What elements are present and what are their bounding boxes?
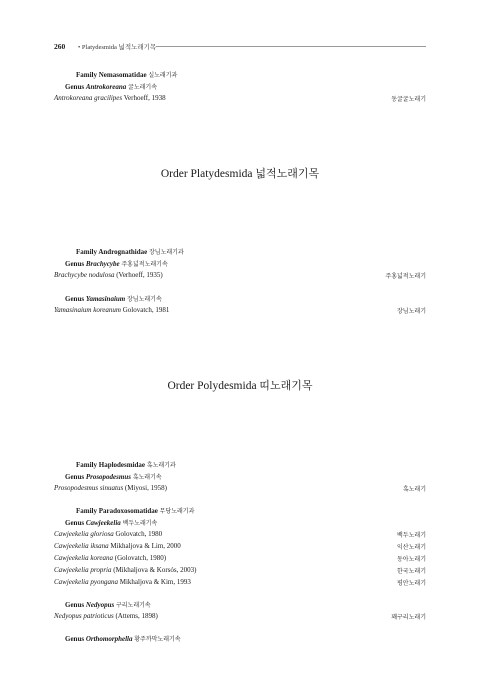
order-latin: Order Platydesmida bbox=[160, 168, 253, 180]
species-name: Antrokoreana gracilipes bbox=[54, 94, 123, 102]
species-author: (Verhoeff, 1935) bbox=[116, 271, 163, 279]
family-heading bbox=[76, 506, 194, 515]
genus-prefix: Genus bbox=[65, 295, 85, 303]
family-kr: 무당노래기과 bbox=[159, 508, 195, 515]
species-author: Golovatch, 1980 bbox=[115, 530, 163, 538]
species-author: Mikhaljova & Lim, 2000 bbox=[110, 542, 181, 550]
genus-name: Nedyopus bbox=[85, 601, 115, 609]
species-entry bbox=[54, 566, 196, 574]
species-kr-name: 익산노래기 bbox=[397, 544, 426, 551]
species-name: Cawjeekelia iksana bbox=[54, 542, 109, 550]
species-kr-name: 백두노래기 bbox=[397, 532, 426, 539]
header-rule bbox=[156, 46, 426, 47]
genus-kr: 주홍넓적노래기속 bbox=[121, 261, 168, 268]
genus-name: Prosopodesmus bbox=[85, 473, 131, 481]
species-kr-name: 주홍넓적노래기 bbox=[385, 273, 426, 280]
species-kr-name: 꽤구리노래기 bbox=[391, 614, 426, 621]
genus-prefix: Genus bbox=[65, 83, 85, 91]
page-number: 260 bbox=[54, 42, 66, 51]
species-kr-name: 혹노래기 bbox=[402, 486, 426, 493]
species-kr-name: 한국노래기 bbox=[397, 568, 426, 575]
genus-heading bbox=[65, 82, 157, 91]
species-author: Verhoeff, 1938 bbox=[123, 94, 166, 102]
species-author: (Mikhaljova & Korsós, 2003) bbox=[113, 566, 197, 574]
genus-name: Cawjeekelia bbox=[85, 519, 121, 527]
family-label: Family Andrognathidae bbox=[76, 248, 148, 256]
order-heading bbox=[0, 165, 480, 181]
family-label: Family Haplodesmidae bbox=[76, 461, 146, 469]
order-kr: 넓적노래기목 bbox=[255, 167, 320, 180]
species-name: Cawjeekelia propria bbox=[54, 566, 112, 574]
species-entry bbox=[54, 612, 158, 620]
genus-prefix: Genus bbox=[65, 473, 85, 481]
genus-heading bbox=[65, 634, 181, 643]
family-kr: 실노래기과 bbox=[148, 72, 178, 79]
family-heading bbox=[76, 460, 176, 469]
species-name: Cawjeekelia pyongana bbox=[54, 578, 118, 586]
species-entry bbox=[54, 554, 166, 562]
species-kr-name: 동굴굴노래기 bbox=[391, 96, 426, 103]
family-label: Family Paradoxosomatidae bbox=[76, 507, 158, 515]
species-name: Yamasinaium koreanum bbox=[54, 306, 121, 314]
species-name: Cawjeekelia koreana bbox=[54, 554, 114, 562]
species-name: Cawjeekelia gloriosa bbox=[54, 530, 114, 538]
genus-heading bbox=[65, 294, 162, 303]
species-author: Golovatch, 1981 bbox=[122, 306, 170, 314]
species-name: Nedyopus patrioticus bbox=[54, 612, 114, 620]
order-heading bbox=[0, 377, 480, 393]
species-author: Mikhaljova & Kim, 1993 bbox=[119, 578, 191, 586]
species-entry bbox=[54, 271, 163, 279]
genus-prefix: Genus bbox=[65, 635, 85, 643]
species-kr-name: 동아노래기 bbox=[397, 556, 426, 563]
genus-prefix: Genus bbox=[65, 519, 85, 527]
genus-heading bbox=[65, 259, 168, 268]
family-heading bbox=[76, 70, 177, 79]
species-author: (Miyosi, 1958) bbox=[124, 484, 167, 492]
species-entry bbox=[54, 94, 166, 102]
family-heading bbox=[76, 247, 184, 256]
genus-kr: 구리노래기속 bbox=[115, 602, 151, 609]
species-entry bbox=[54, 484, 167, 492]
family-kr: 혹노래기과 bbox=[146, 462, 176, 469]
species-entry bbox=[54, 542, 181, 550]
genus-name: Antrokoreana bbox=[85, 83, 127, 91]
order-latin: Order Polydesmida bbox=[167, 380, 257, 392]
genus-name: Yamasinaium bbox=[85, 295, 126, 303]
genus-prefix: Genus bbox=[65, 601, 85, 609]
species-name: Prosopodesmus sinuatus bbox=[54, 484, 124, 492]
family-label: Family Nemasomatidae bbox=[76, 71, 147, 79]
species-name: Brachycybe nodulosa bbox=[54, 271, 115, 279]
species-kr-name: 장님노래기 bbox=[397, 308, 426, 315]
genus-kr: 황주까막노래기속 bbox=[134, 636, 181, 643]
genus-kr: 장님노래기속 bbox=[127, 296, 162, 303]
genus-kr: 굴노래기속 bbox=[128, 84, 158, 91]
family-kr: 장님노래기과 bbox=[149, 249, 184, 256]
header-title-text: Platydesmida 넓적노래기목 bbox=[81, 44, 157, 51]
order-kr: 띠노래기목 bbox=[259, 379, 313, 392]
species-entry bbox=[54, 530, 162, 538]
genus-kr: 백두노래기속 bbox=[122, 520, 158, 527]
genus-prefix: Genus bbox=[65, 260, 85, 268]
species-entry bbox=[54, 578, 191, 586]
species-author: (Golovatch, 1980) bbox=[114, 554, 167, 562]
genus-heading bbox=[65, 472, 162, 481]
genus-heading bbox=[65, 600, 151, 609]
genus-name: Orthomorphella bbox=[85, 635, 133, 643]
header-bullet: • bbox=[78, 44, 81, 51]
genus-heading bbox=[65, 518, 157, 527]
species-kr-name: 평안노래기 bbox=[397, 580, 426, 587]
species-author: (Attems, 1898) bbox=[115, 612, 158, 620]
genus-kr: 혹노래기속 bbox=[132, 474, 162, 481]
species-entry bbox=[54, 306, 169, 314]
running-title bbox=[78, 42, 156, 51]
genus-name: Brachycybe bbox=[85, 260, 120, 268]
